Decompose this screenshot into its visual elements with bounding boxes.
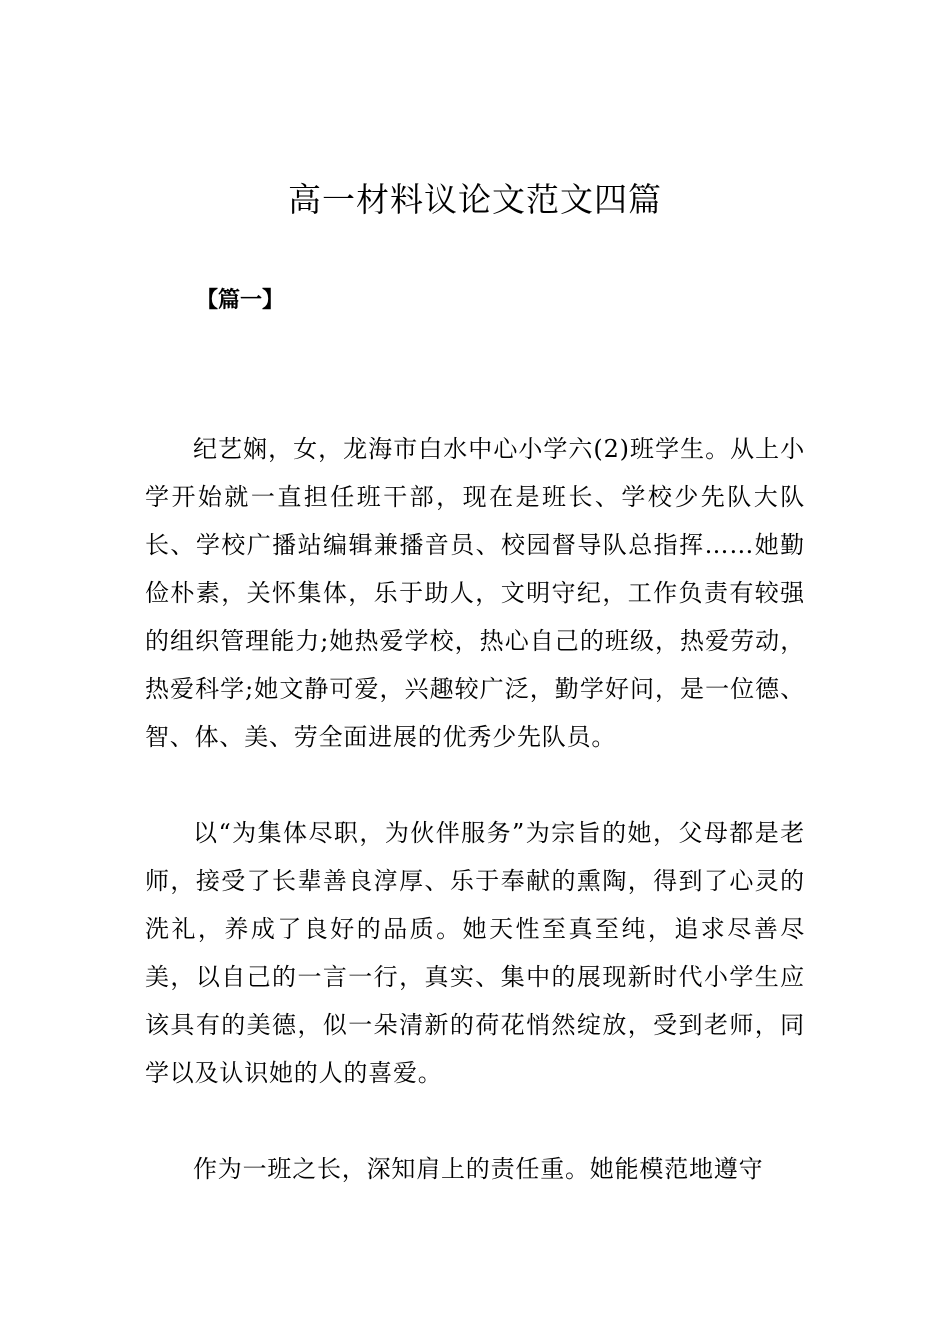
paragraph: 作为一班之长，深知肩上的责任重。她能模范地遵守 <box>193 1155 764 1183</box>
paragraph: 纪艺娴，女，龙海市白水中心小学六(2)班学生。从上小学开始就一直担任班干部，现在是班长、学校少先队大队长、学校广播站编辑兼播音员、校园督导队总指挥……她勤俭朴素，关怀集体，乐于助人，文明守纪，工作负责有较强的组织管理能力;她热爱学校，热心自己的班级，热爱劳动，热爱科学;她文静可爱，兴趣较广泛，勤学好问，是一位德、智、体、美、劳全面进展的优秀少先队员。 <box>145 435 805 751</box>
section-heading: 【篇一】 <box>196 287 285 313</box>
paragraph: 以“为集体尽职，为伙伴服务”为宗旨的她，父母都是老师，接受了长辈善良淳厚、乐于奉献的熏陶，得到了心灵的洗礼，养成了良好的品质。她天性至真至纯，追求尽善尽美，以自己的一言一行，真实、集中的展现新时代小学生应该具有的美德，似一朵清新的荷花悄然绽放，受到老师，同学以及认识她的人的喜爱。 <box>145 819 805 1087</box>
document-title: 高一材料议论文范文四篇 <box>288 180 662 219</box>
document-body <box>145 425 805 1241</box>
